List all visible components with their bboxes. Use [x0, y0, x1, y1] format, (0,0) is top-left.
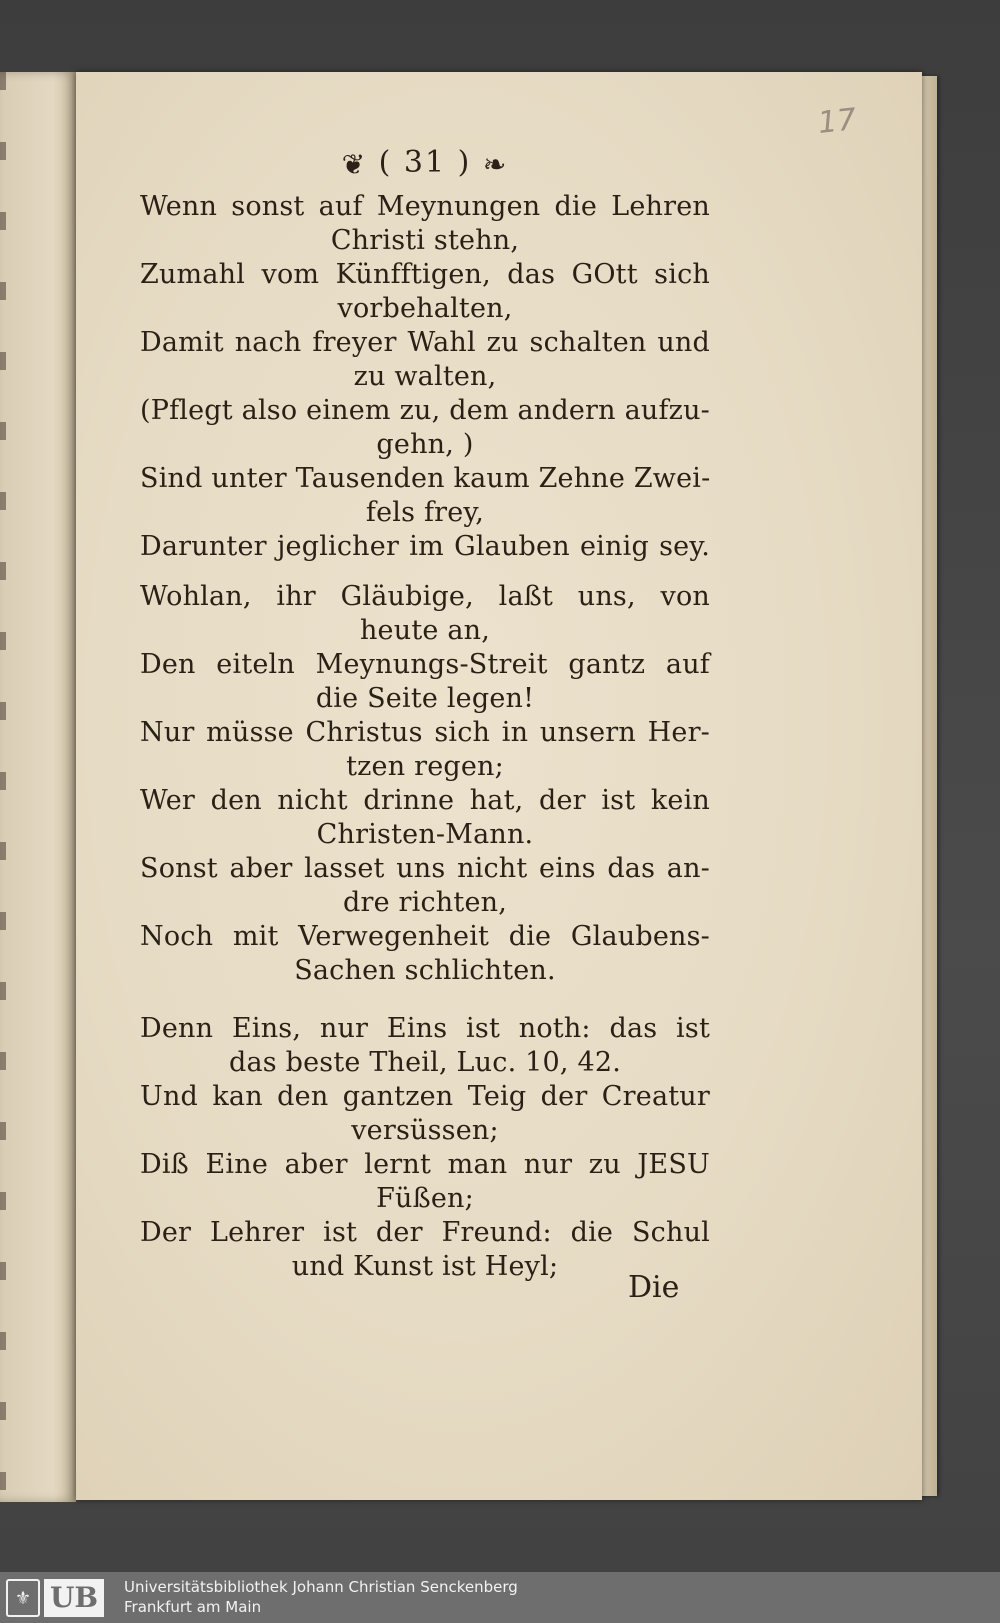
logo-text: UB	[44, 1579, 104, 1617]
poem-line: Sonst aber lasset uns nicht eins das an-	[140, 853, 710, 884]
poem-line: Darunter jeglicher im Glauben einig sey.	[140, 531, 710, 562]
library-footer	[0, 1572, 1000, 1623]
stanza-gap	[140, 988, 710, 1012]
poem-line: Der Lehrer ist der Freund: die Schul	[140, 1217, 710, 1248]
page-header	[310, 145, 540, 185]
stanza-gap	[140, 564, 710, 580]
catchword: Die	[628, 1270, 680, 1305]
poem-line: Füßen;	[376, 1183, 474, 1214]
poem-text	[140, 190, 710, 1284]
poem-line: zu walten,	[353, 361, 497, 392]
poem-line: Wer den nicht drinne hat, der ist kein	[140, 785, 710, 816]
poem-line: die Seite legen!	[315, 683, 535, 714]
poem-line: fels frey,	[365, 497, 485, 528]
poem-line: dre richten,	[342, 887, 507, 918]
poem-line: Und kan den gantzen Teig der Creatur	[140, 1081, 710, 1112]
stanza-2	[140, 580, 710, 988]
ornament-right-icon: ❧	[482, 147, 509, 181]
ornament-left-icon: ❦	[341, 147, 368, 181]
poem-line: Sind unter Tausenden kaum Zehne Zwei-	[140, 463, 711, 494]
poem-line: (Pflegt also einem zu, dem andern aufzu-	[140, 395, 710, 426]
stanza-1	[140, 190, 710, 564]
poem-line: Christen-Mann.	[316, 819, 534, 850]
pencil-folio-number: 17	[816, 102, 858, 141]
library-logo[interactable]	[6, 1578, 116, 1618]
poem-line: Sachen schlichten.	[294, 955, 556, 986]
poem-line: gehn, )	[376, 429, 474, 460]
seal-icon: ⚜	[6, 1579, 40, 1617]
page-number: ( 31 )	[378, 145, 472, 180]
poem-line: Diß Eine aber lernt man nur zu JESU	[140, 1149, 710, 1180]
poem-line: vorbehalten,	[337, 293, 513, 324]
poem-line: Denn Eins, nur Eins ist noth: das ist	[140, 1013, 710, 1044]
poem-line: heute an,	[359, 615, 491, 646]
poem-line: Den eiteln Meynungs-Streit gantz auf	[140, 649, 710, 680]
poem-line: Zumahl vom Künfftigen, das GOtt sich	[140, 259, 710, 290]
stanza-3	[140, 1012, 710, 1284]
institution-line-2: Frankfurt am Main	[124, 1598, 262, 1616]
poem-line: Wenn sonst auf Meynungen die Lehren	[140, 191, 710, 222]
institution-line-1: Universitätsbibliothek Johann Christian Senckenberg	[124, 1578, 518, 1596]
poem-line: Damit nach freyer Wahl zu schalten und	[140, 327, 710, 358]
poem-line: tzen regen;	[346, 751, 504, 782]
poem-line: das beste Theil, Luc. 10, 42.	[228, 1047, 622, 1078]
institution-name	[124, 1577, 518, 1617]
poem-line: versüssen;	[351, 1115, 499, 1146]
poem-line: Nur müsse Christus sich in unsern Her-	[140, 717, 710, 748]
poem-line: Christi stehn,	[330, 225, 520, 256]
facing-page-edge	[0, 72, 76, 1502]
poem-line: Noch mit Verwegenheit die Glaubens-	[140, 921, 710, 952]
spine-marks	[0, 72, 6, 1502]
poem-line: und Kunst ist Heyl;	[291, 1251, 559, 1282]
poem-line: Wohlan, ihr Gläubige, laßt uns, von	[140, 581, 710, 612]
